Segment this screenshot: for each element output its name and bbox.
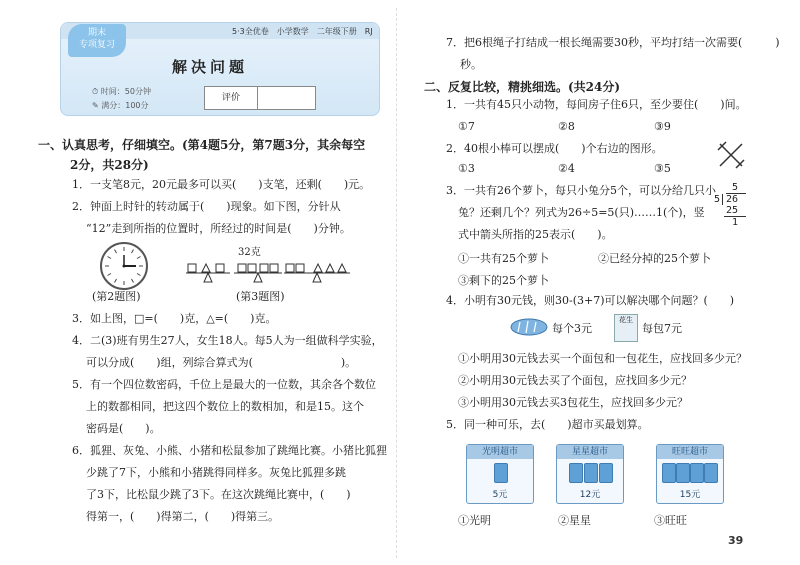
div-quotient: 5 <box>732 182 739 193</box>
evaluation-box <box>204 86 316 110</box>
s2-q2-opt1: ①3 <box>458 162 475 175</box>
shop-xingxing <box>556 444 624 504</box>
shop-price: 12元 <box>579 490 601 500</box>
div-divisor: 5 <box>714 194 721 205</box>
fig2-caption: (第2题图) <box>92 290 141 303</box>
s2-q4-opt2: ②小明用30元钱去买了个面包，应找回多少元？ <box>458 374 692 387</box>
shop-price: 5元 <box>492 490 508 500</box>
shop-wangwang <box>656 444 724 504</box>
s2-q1-opt1: ①7 <box>458 120 475 133</box>
fig3-weight: 32克 <box>238 247 261 258</box>
s2-q3-opt3: ③剩下的25个萝卜 <box>458 274 549 287</box>
s2-q1: 1．一共有45只小动物，每间房子住6只，至少要住( )间。 <box>446 98 747 111</box>
s1-q3: 3．如上图，□=( )克，△=( )克。 <box>72 312 277 325</box>
s2-q3-opt2: ②已经分掉的25个萝卜 <box>598 252 711 265</box>
s2-q5-opt2: ②星星 <box>558 514 591 527</box>
fig3-caption: (第3题图) <box>236 290 285 303</box>
s2-q2-opt3: ③5 <box>654 162 671 175</box>
time-label: ⏱ 时间：50分钟 <box>92 87 151 96</box>
s2-q1-opt2: ②8 <box>558 120 575 133</box>
peanut-tag: 花生 <box>619 316 633 324</box>
series-line: 5·3全优卷 小学数学 二年级下册 RJ <box>232 27 373 36</box>
shop-guangming <box>466 444 534 504</box>
s1-q1: 1．一支笔8元，20元最多可以买( )支笔，还剩( )元。 <box>72 178 371 191</box>
stick-figure-icon <box>716 140 746 170</box>
s2-q4: 4．小明有30元钱，则30-(3+7)可以解决哪个问题？( ) <box>446 294 735 307</box>
cola-can-icon <box>704 463 718 483</box>
s2-q3c: 式中箭头所指的25表示( )。 <box>458 228 613 241</box>
div-product: 25 <box>726 205 739 216</box>
s2-q5-opt3: ③旺旺 <box>654 514 687 527</box>
balance-figure <box>186 258 356 288</box>
page-number: 39 <box>728 534 744 547</box>
shop-name: 旺旺超市 <box>657 445 723 459</box>
section1-heading: 一、认真思考，仔细填空。(第4题5分，第7题3分，其余每空 <box>38 138 366 152</box>
s2-q3a: 3．一共有26个萝卜，每只小兔分5个，可以分给几只小 <box>446 184 716 197</box>
clock-face-icon <box>102 244 146 288</box>
s2-q1-opt3: ③9 <box>654 120 671 133</box>
peanut-price: 每包7元 <box>642 322 682 335</box>
s2-q2-opt2: ②4 <box>558 162 575 175</box>
shop-price: 15元 <box>679 490 701 500</box>
bread-price: 每个3元 <box>552 322 592 335</box>
s1-q4b: 可以分成( )组，列综合算式为( )。 <box>86 356 357 369</box>
s2-q5-opt1: ①光明 <box>458 514 491 527</box>
div-dividend: 26 <box>726 194 739 205</box>
clock-figure <box>100 242 148 290</box>
s1-q6d: 得第一，( )得第二，( )得第三。 <box>86 510 280 523</box>
badge-line-1: 期末 <box>87 28 106 38</box>
section2-heading: 二、反复比较，精挑细选。(共24分) <box>424 80 621 94</box>
section1-heading-cont: 2分，共28分) <box>70 158 149 172</box>
cola-can-icon <box>494 463 508 483</box>
shop-name: 光明超市 <box>467 445 533 459</box>
s2-q4-opt3: ③小明用30元钱去买3包花生，应找回多少元？ <box>458 396 688 409</box>
score-total-text: 满分：100分 <box>101 101 149 110</box>
s1-q6c: 了3下，比松鼠少跳了3下。在这次跳绳比赛中，( ) <box>86 488 351 501</box>
s1-q2b: “12”走到所指的位置时，所经过的时间是( )分钟。 <box>86 222 351 235</box>
s2-q5: 5．同一种可乐，去( )超市买最划算。 <box>446 418 649 431</box>
s1-q7a: 7．把6根绳子打结成一根长绳需要30秒，平均打结一次需要( ) <box>446 36 780 49</box>
s1-q4a: 4．二(3)班有男生27人，女生18人。每5人为一组做科学实验， <box>72 334 383 347</box>
s2-q4-opt1: ①小明用30元钱去买一个面包和一包花生，应找回多少元？ <box>458 352 747 365</box>
long-division <box>712 182 752 228</box>
score-total-label: ✎ 满分：100分 <box>92 101 149 110</box>
cola-can-icon <box>662 463 676 483</box>
s1-q7b: 秒。 <box>460 58 482 71</box>
s1-q5a: 5．有一个四位数密码，千位上是最大的一位数，其余各个数位 <box>72 378 376 391</box>
peanut-icon <box>614 314 638 342</box>
shop-name: 星星超市 <box>557 445 623 459</box>
s2-q2: 2．40根小棒可以摆成( )个右边的图形。 <box>446 142 663 155</box>
page-title: 解决问题 <box>172 58 249 76</box>
s1-q5b: 上的数都相同，把这四个数位上的数相加，和是15。这个 <box>86 400 364 413</box>
cola-can-icon <box>599 463 613 483</box>
bread-icon <box>510 318 548 336</box>
badge-line-2: 专项复习 <box>78 40 115 50</box>
review-badge <box>68 24 126 57</box>
div-remainder: 1 <box>732 217 739 228</box>
s1-q6a: 6．狐狸、灰兔、小熊、小猪和松鼠参加了跳绳比赛。小猪比狐狸 <box>72 444 387 457</box>
cola-can-icon <box>676 463 690 483</box>
evaluation-label: 评价 <box>205 87 258 109</box>
s1-q2a: 2．钟面上时针的转动属于( )现象。如下图，分针从 <box>72 200 341 213</box>
s2-q3b: 兔？还剩几个？列式为26÷5=5(只)……1(个)，竖 <box>458 206 705 219</box>
cola-can-icon <box>584 463 598 483</box>
time-text: 时间：50分钟 <box>100 87 151 96</box>
cola-can-icon <box>569 463 583 483</box>
s1-q6b: 少跳了7下，小熊和小猪跳得同样多。灰兔比狐狸多跳 <box>86 466 346 479</box>
s2-q3-opt1: ①一共有25个萝卜 <box>458 252 549 265</box>
s1-q5c: 密码是( )。 <box>86 422 161 435</box>
page-divider <box>396 8 398 558</box>
cola-can-icon <box>690 463 704 483</box>
